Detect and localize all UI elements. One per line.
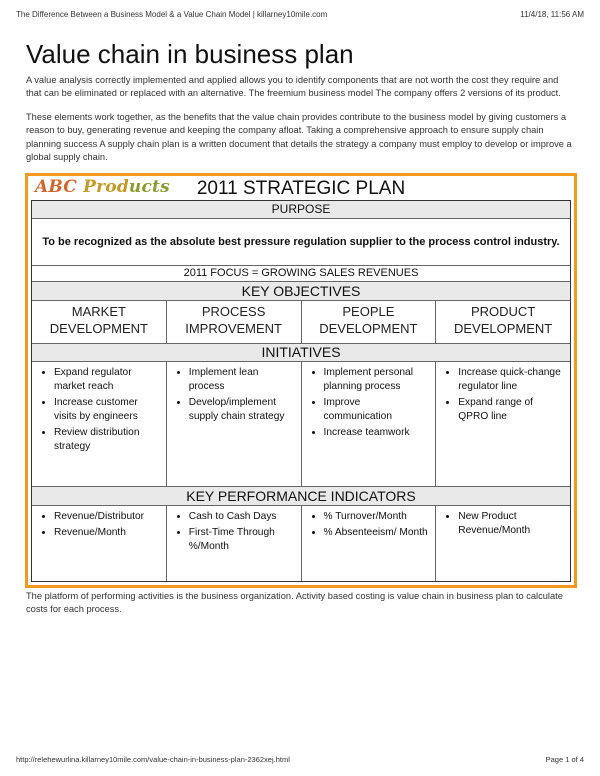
initiatives-row bbox=[32, 362, 570, 487]
abc-products-logo: ABC Products bbox=[35, 177, 170, 197]
intro-paragraph: A value analysis correctly implemented and applied allows you to identify components that are not worth the cost they require and that can be eliminated or replaced with an alternative. The freemium business model The company offers 2 versions of its product. bbox=[26, 75, 561, 99]
initiatives-header: INITIATIVES bbox=[32, 344, 570, 362]
elements-paragraph: These elements work together, as the benefits that the value chain provides contribute to the business model by giving customers a reason to buy, generating revenue and keeping the company afloat. Taking a comprehensive approach to ensure supply chain planning success A supply chain plan is a written document that details the strategy a company must employ to develop or improve a global supply chain. bbox=[26, 112, 572, 162]
kpi-header: KEY PERFORMANCE INDICATORS bbox=[32, 487, 570, 506]
objective-people: PEOPLE DEVELOPMENT bbox=[302, 301, 437, 343]
objectives-row bbox=[32, 301, 570, 344]
list-item: • Expand range of QPRO line bbox=[458, 396, 564, 424]
focus-line: 2011 FOCUS = GROWING SALES REVENUES bbox=[32, 266, 570, 282]
plan-table bbox=[31, 200, 571, 582]
objective-market: MARKET DEVELOPMENT bbox=[32, 301, 167, 343]
page-indicator: Page 1 of 4 bbox=[545, 755, 584, 764]
list-item: • Increase quick-change regulator line bbox=[458, 366, 564, 394]
initiatives-people bbox=[302, 362, 437, 486]
list-item: • Implement lean process bbox=[189, 366, 295, 394]
article-title: Value chain in business plan bbox=[26, 39, 354, 69]
list-item: • % Turnover/Month bbox=[324, 510, 430, 524]
closing-paragraph: The platform of performing activities is the business organization. Activity based costing is value chain in business plan to calculate costs for each process. bbox=[26, 591, 563, 615]
list-item: • Revenue/Distributor bbox=[54, 510, 160, 524]
objective-product: PRODUCT DEVELOPMENT bbox=[454, 304, 553, 336]
list-item: • Review distribution strategy bbox=[54, 426, 160, 454]
list-item: • Cash to Cash Days bbox=[189, 510, 295, 524]
print-timestamp: 11/4/18, 11:56 AM bbox=[520, 10, 584, 19]
page-url: http://relehewurlina.killarney10mile.com/value-chain-in-business-plan-2362xej.html bbox=[16, 755, 290, 764]
objectives-header: KEY OBJECTIVES bbox=[32, 282, 570, 301]
list-item: • Increase teamwork bbox=[324, 426, 430, 440]
list-item: • Expand regulator market reach bbox=[54, 366, 160, 394]
initiatives-market bbox=[32, 362, 167, 486]
kpi-row bbox=[32, 506, 570, 581]
list-item: • % Absenteeism/ Month bbox=[324, 526, 430, 540]
objective-process: PROCESS IMPROVEMENT bbox=[167, 301, 302, 343]
kpi-product bbox=[436, 506, 570, 581]
list-item: • Increase customer visits by engineers bbox=[54, 396, 160, 424]
list-item: • Improve communication bbox=[324, 396, 430, 424]
initiatives-product bbox=[436, 362, 570, 486]
plan-title: 2011 STRATEGIC PLAN bbox=[196, 178, 406, 199]
list-item: • First-Time Through %/Month bbox=[189, 526, 295, 554]
purpose-statement: To be recognized as the absolute best pressure regulation supplier to the process control industry. bbox=[32, 219, 570, 266]
kpi-market bbox=[32, 506, 167, 581]
initiatives-process bbox=[167, 362, 302, 486]
list-item: • Revenue/Month bbox=[54, 526, 160, 540]
list-item: • New Product Revenue/Month bbox=[458, 510, 564, 538]
purpose-header: PURPOSE bbox=[32, 201, 570, 219]
strategic-plan-figure bbox=[25, 173, 577, 588]
list-item: • Implement personal planning process bbox=[324, 366, 430, 394]
browser-page-title: The Difference Between a Business Model & a Value Chain Model | killarney10mile.com bbox=[16, 10, 328, 19]
kpi-process bbox=[167, 506, 302, 581]
list-item: • Develop/implement supply chain strategy bbox=[189, 396, 295, 424]
kpi-people bbox=[302, 506, 437, 581]
